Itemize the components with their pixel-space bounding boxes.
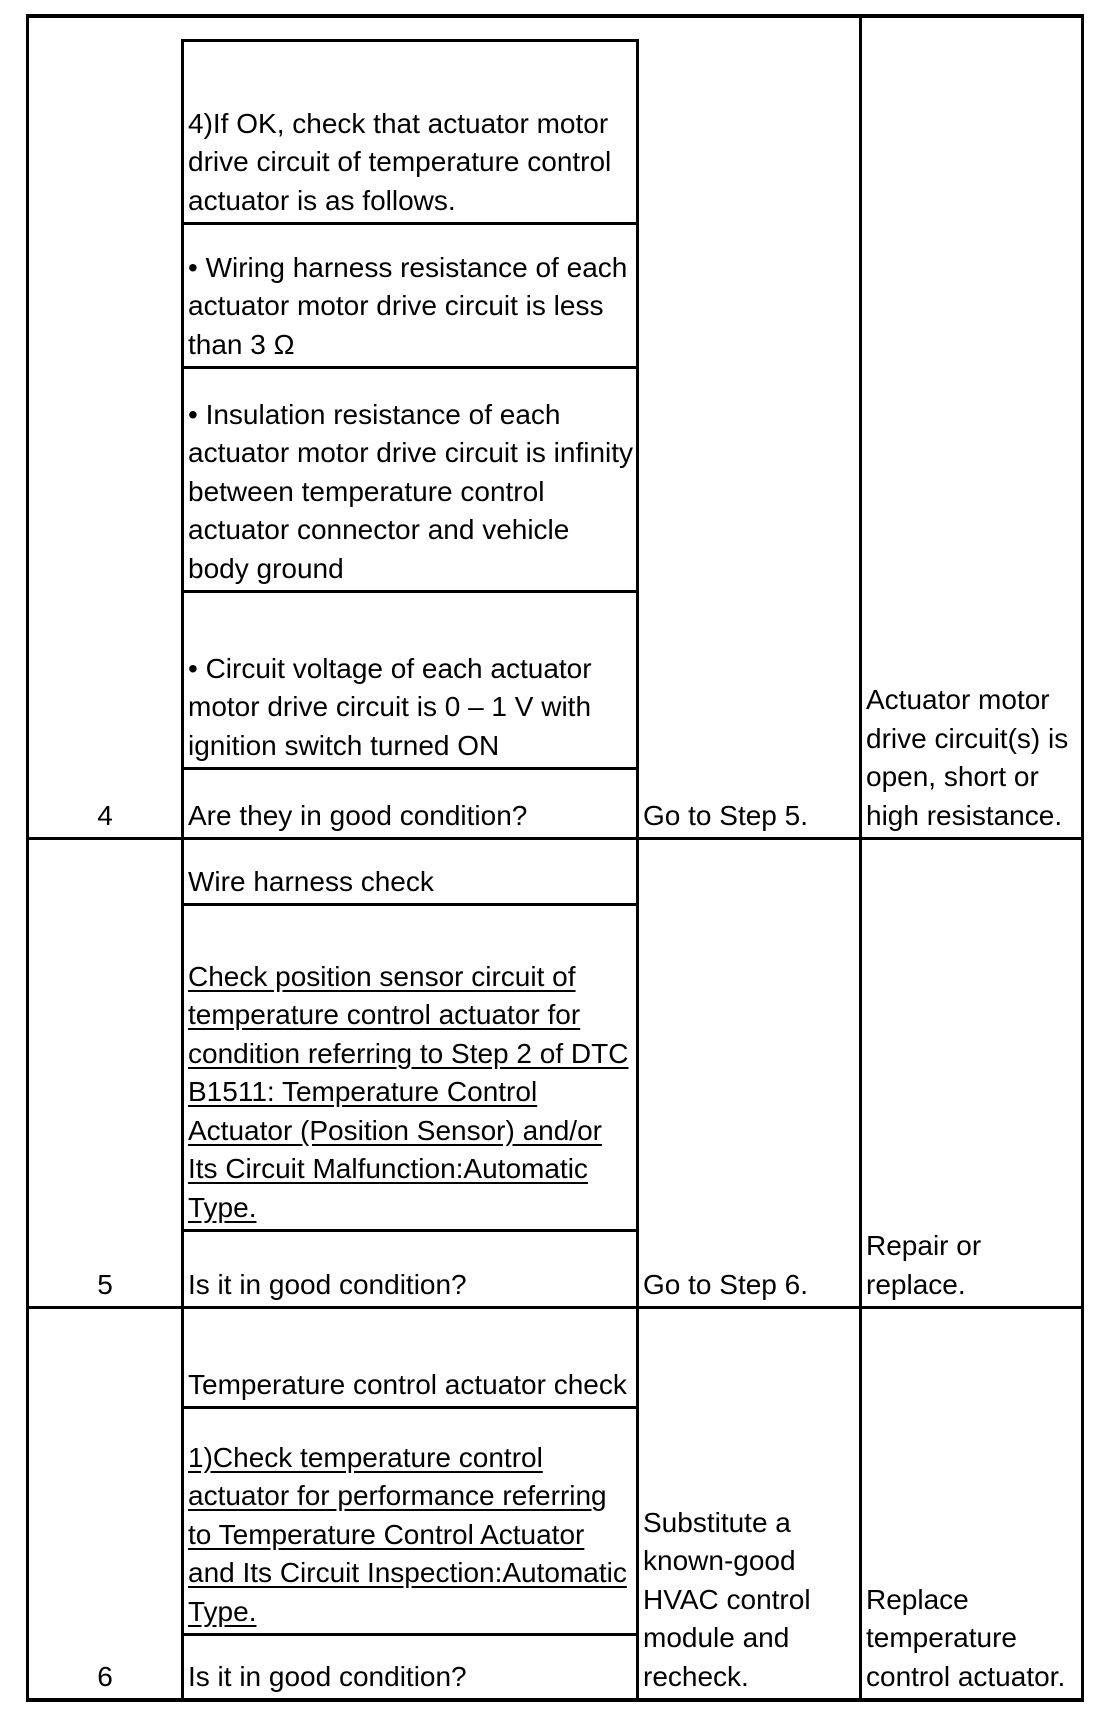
- yes-result: Go to Step 5.: [643, 799, 808, 831]
- step-number: 6: [97, 1660, 113, 1692]
- step-number: 5: [97, 1268, 113, 1300]
- yes-result: Substitute a known-good HVAC control module and recheck.: [643, 1506, 811, 1692]
- action-text: • Circuit voltage of each actuator motor drive circuit is 0 – 1 V with ignition switch turned ON: [188, 652, 592, 761]
- question-text: Is it in good condition?: [188, 1660, 467, 1692]
- no-result: Actuator motor drive circuit(s) is open, short or high resistance.: [866, 684, 1069, 831]
- yes-result: Go to Step 6.: [643, 1268, 808, 1300]
- column-divider: [859, 14, 862, 1702]
- action-text: • Insulation resistance of each actuator motor drive circuit is infinity between temperature control actuator connector and vehicle body ground: [188, 398, 634, 584]
- action-text: Wire harness check: [188, 865, 434, 897]
- table-border-left: [26, 14, 29, 1702]
- action-text: • Wiring harness resistance of each actuator motor drive circuit is less than 3 Ω: [188, 251, 628, 360]
- question-text: Is it in good condition?: [188, 1268, 467, 1300]
- reference-link[interactable]: 1)Check temperature control actuator for performance referring to Temperature Control Actuator and Its Circuit Inspection:Automatic Type.: [188, 1441, 627, 1627]
- reference-link[interactable]: Check position sensor circuit of temperature control actuator for condition referring to Step 2 of DTC B1511: Temperature Control Actuator (Position Sensor) and/or Its Circuit Malfunction:Automatic Type.: [188, 960, 629, 1223]
- table-border-top: [26, 14, 1084, 18]
- step-number: 4: [97, 799, 113, 831]
- no-result: Replace temperature control actuator.: [866, 1583, 1066, 1692]
- table-border-right: [1081, 14, 1084, 1702]
- column-divider: [636, 40, 639, 1702]
- question-text: Are they in good condition?: [188, 799, 528, 831]
- no-result: Repair or replace.: [866, 1230, 982, 1300]
- action-text: Temperature control actuator check: [188, 1368, 627, 1400]
- table-border-bottom: [26, 1698, 1084, 1702]
- action-text: 4)If OK, check that actuator motor drive circuit of temperature control actuator is as follows.: [188, 107, 612, 216]
